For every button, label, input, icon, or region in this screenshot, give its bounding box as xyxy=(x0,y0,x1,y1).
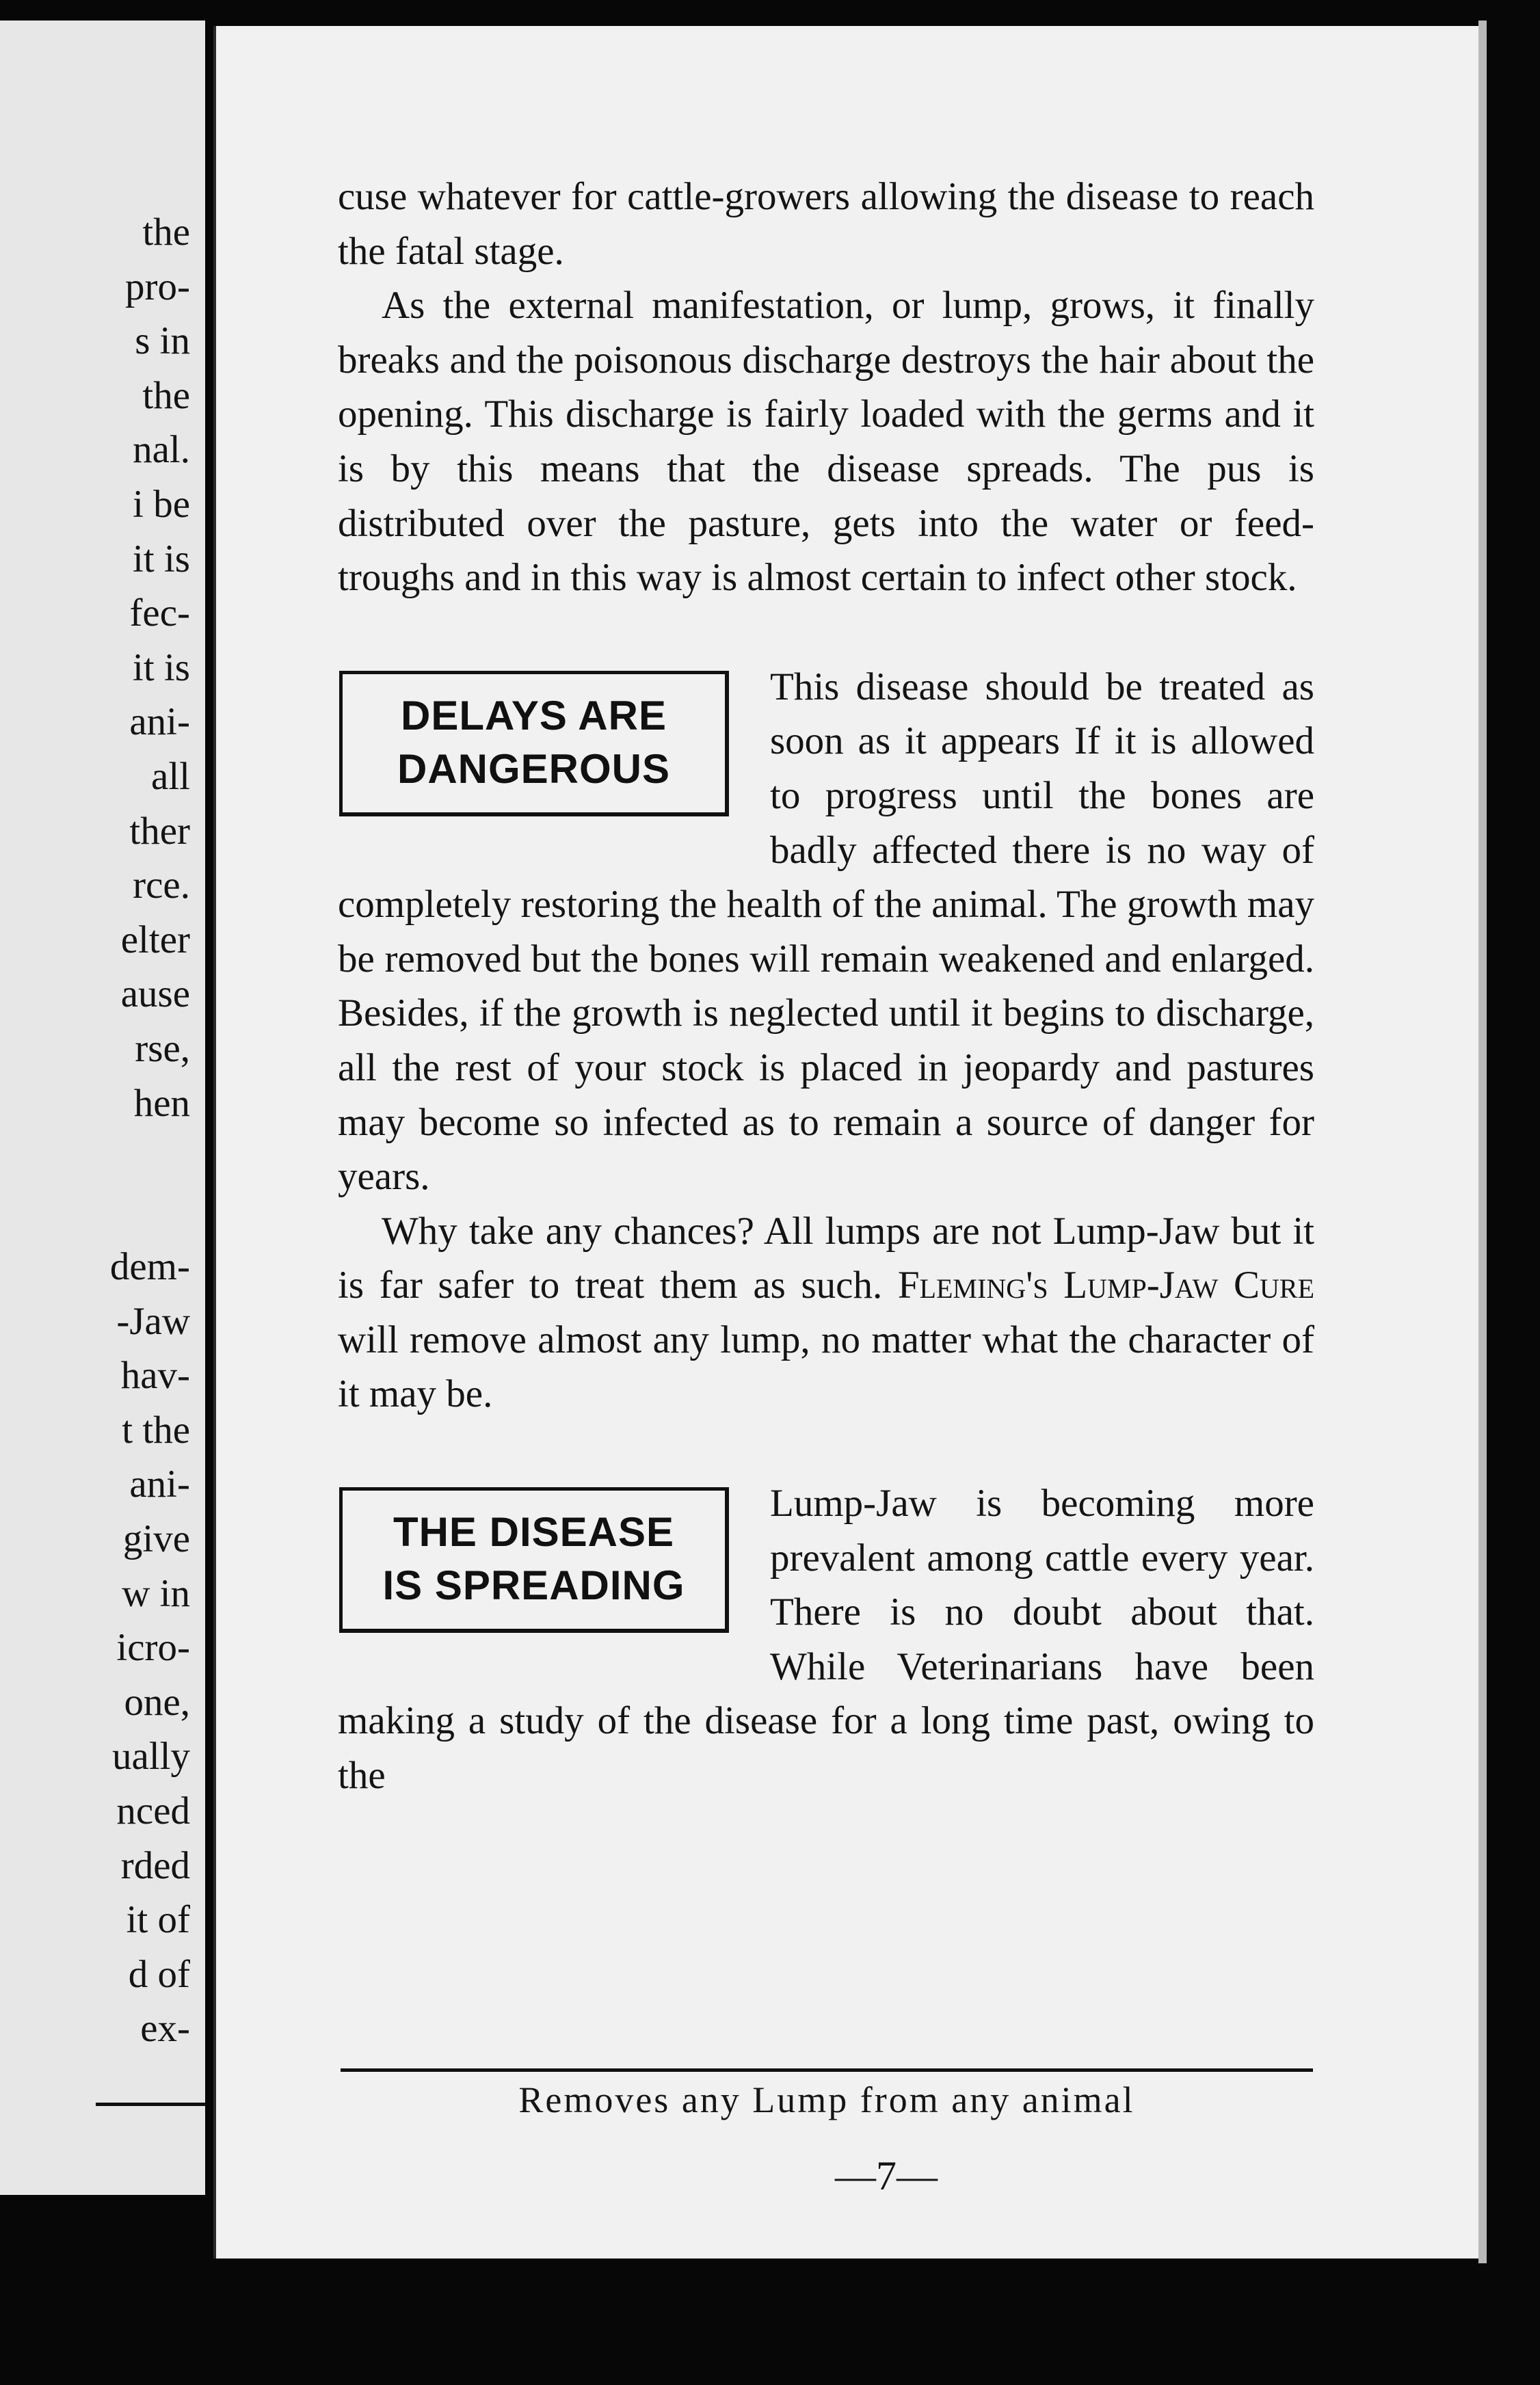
text-line: rse, xyxy=(135,1026,190,1070)
paragraph: cuse whatever for cattle-growers allowing the disease to reach the fatal stage. xyxy=(338,175,1314,273)
previous-page-text xyxy=(110,205,190,2056)
side-heading-line: DANGEROUS xyxy=(397,745,671,792)
side-heading-delays xyxy=(339,671,729,816)
paragraph-gap xyxy=(338,1422,1314,1476)
text-line: ani- xyxy=(129,1463,190,1506)
text-line: d of xyxy=(128,1952,190,1996)
text-line: rded xyxy=(120,1843,190,1887)
text-line: t the xyxy=(122,1408,190,1452)
text-line: hen xyxy=(133,1081,190,1125)
text-line: the xyxy=(142,211,190,254)
paragraph-text: will remove almost any lump, no matter what the character of it may be. xyxy=(338,1318,1314,1416)
text-line: dem- xyxy=(109,1245,190,1289)
text-line: ause xyxy=(120,972,190,1016)
side-heading-line: THE DISEASE xyxy=(393,1509,675,1556)
text-line: ther xyxy=(129,809,190,853)
body-column xyxy=(338,170,1314,1803)
paragraph: As the external manifestation, or lump, grows, it finally breaks and the poisonous discharge destroys the hair about the opening. This discharge is fairly loaded with the germs and it is by this means that the disease spreads. The pus is distributed over the pasture, gets into the water or feed-troughs and in this way is almost certain to infect other stock. xyxy=(338,284,1314,600)
paragraph: This disease should be treated as soon as it appears If it is allowed to progress until the bones are badly affected there is no way of completely restoring the health of the animal. The growth may be removed but the bones will remain weakened and enlarged. Besides, if the growth is neglected until it begins to discharge, all the rest of your stock is placed in jeopardy and pastures may become so infected as to remain a source of danger for years. xyxy=(338,665,1314,1199)
text-line: give xyxy=(122,1517,190,1561)
text-line: it is xyxy=(133,645,190,689)
side-heading-line: DELAYS ARE xyxy=(401,692,667,738)
paragraph-gap xyxy=(338,605,1314,660)
text-line: the xyxy=(142,373,190,417)
text-line: nced xyxy=(116,1789,190,1833)
paragraph-gap xyxy=(110,1130,190,1240)
text-line: fec- xyxy=(129,591,190,635)
footer-tagline: Removes any Lump from any animal xyxy=(518,2079,1135,2120)
text-line: ually xyxy=(112,1735,190,1778)
text-line: i be xyxy=(133,482,190,526)
text-line: hav- xyxy=(120,1354,190,1398)
paragraph-text: Why take any chances? All lumps are not Lump-Jaw but it is far safer to treat them as such. xyxy=(338,1209,1314,1307)
text-line: s in xyxy=(135,319,190,363)
text-line: ex- xyxy=(140,2007,190,2051)
text-line: it is xyxy=(133,537,190,581)
paragraph: Lump-Jaw is becoming more prevalent among cattle every year. There is no doubt about that. While Veterinarians have been making a study of the disease for a long time past, owing to the xyxy=(338,1482,1314,1798)
text-line: it of xyxy=(126,1898,190,1942)
text-line: elter xyxy=(120,918,190,961)
text-line: nal. xyxy=(133,428,190,472)
paragraph xyxy=(338,1204,1314,1422)
side-heading-spreading xyxy=(339,1487,729,1633)
page-edge xyxy=(1478,21,1487,2263)
text-line: icro- xyxy=(116,1626,190,1670)
text-line: w in xyxy=(122,1571,190,1615)
product-name: Fleming's Lump-Jaw Cure xyxy=(897,1264,1314,1307)
footer-rule-fragment xyxy=(96,2103,205,2106)
side-heading-line: IS SPREADING xyxy=(382,1562,685,1609)
previous-page-fragment xyxy=(0,21,205,2195)
text-line: all xyxy=(151,754,190,798)
footer-rule xyxy=(341,2068,1313,2072)
book-page xyxy=(213,26,1481,2259)
text-line: one, xyxy=(124,1680,190,1724)
text-line: ani- xyxy=(129,700,190,744)
text-line: rce. xyxy=(133,864,190,907)
text-line: -Jaw xyxy=(116,1299,190,1343)
text-line: pro- xyxy=(125,265,190,308)
page-number: —7— xyxy=(835,2153,938,2198)
